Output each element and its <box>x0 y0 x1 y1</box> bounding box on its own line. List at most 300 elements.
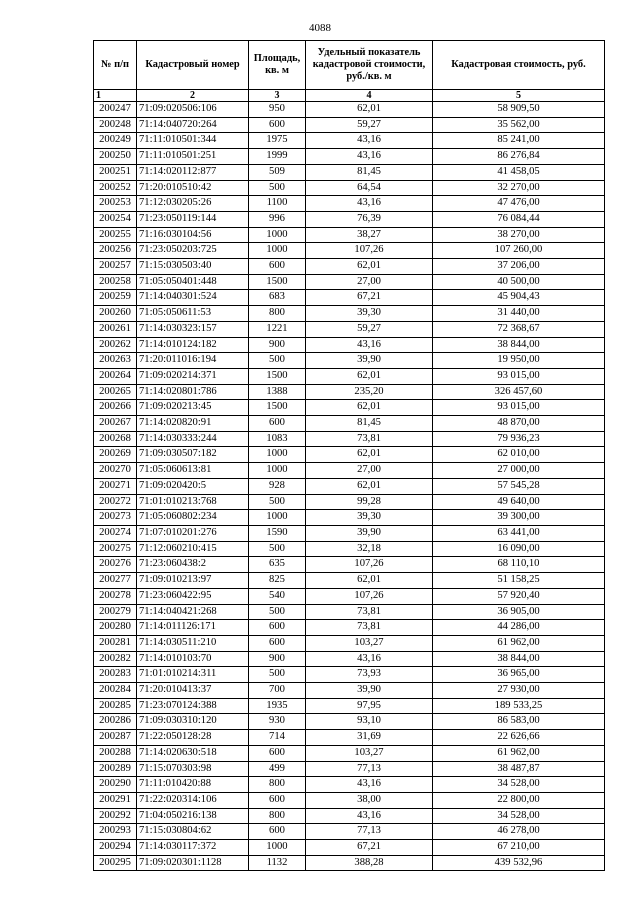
cadastral-number: 71:20:011016:194 <box>137 353 249 369</box>
row-index: 200267 <box>94 416 137 432</box>
area: 500 <box>249 541 306 557</box>
table-row <box>94 180 605 196</box>
area: 600 <box>249 416 306 432</box>
table-row <box>94 259 605 275</box>
area: 800 <box>249 777 306 793</box>
cadastral-number: 71:14:030511:210 <box>137 635 249 651</box>
table-row <box>94 525 605 541</box>
unit-value: 32,18 <box>306 541 433 557</box>
cadastral-number: 71:14:040301:524 <box>137 290 249 306</box>
cadastral-value: 47 476,00 <box>433 196 605 212</box>
row-index: 200292 <box>94 808 137 824</box>
cadastral-number: 71:20:010413:37 <box>137 683 249 699</box>
cadastral-value: 44 286,00 <box>433 620 605 636</box>
cadastral-value: 68 110,10 <box>433 557 605 573</box>
area: 500 <box>249 180 306 196</box>
area: 600 <box>249 117 306 133</box>
table-row <box>94 510 605 526</box>
cadastral-value: 31 440,00 <box>433 306 605 322</box>
unit-value: 67,21 <box>306 840 433 856</box>
cadastral-value: 93 015,00 <box>433 368 605 384</box>
row-index: 200268 <box>94 431 137 447</box>
table-row <box>94 211 605 227</box>
row-index: 200277 <box>94 573 137 589</box>
area: 1132 <box>249 855 306 871</box>
cadastral-value: 107 260,00 <box>433 243 605 259</box>
cadastral-value: 27 930,00 <box>433 683 605 699</box>
table-row <box>94 227 605 243</box>
cadastral-value: 76 084,44 <box>433 211 605 227</box>
area: 1100 <box>249 196 306 212</box>
table-row <box>94 824 605 840</box>
table-row <box>94 588 605 604</box>
unit-value: 62,01 <box>306 447 433 463</box>
area: 996 <box>249 211 306 227</box>
area: 825 <box>249 573 306 589</box>
unit-value: 39,90 <box>306 683 433 699</box>
unit-value: 43,16 <box>306 149 433 165</box>
unit-value: 388,28 <box>306 855 433 871</box>
row-index: 200258 <box>94 274 137 290</box>
row-index: 200260 <box>94 306 137 322</box>
table-row <box>94 541 605 557</box>
cadastral-value: 79 936,23 <box>433 431 605 447</box>
unit-value: 67,21 <box>306 290 433 306</box>
unit-value: 93,10 <box>306 714 433 730</box>
row-index: 200280 <box>94 620 137 636</box>
row-index: 200248 <box>94 117 137 133</box>
table-row <box>94 463 605 479</box>
area: 1500 <box>249 274 306 290</box>
row-index: 200259 <box>94 290 137 306</box>
unit-value: 107,26 <box>306 243 433 259</box>
cadastral-value: 86 276,84 <box>433 149 605 165</box>
table-row <box>94 133 605 149</box>
cadastral-number: 71:11:010501:344 <box>137 133 249 149</box>
area: 499 <box>249 761 306 777</box>
unit-value: 59,27 <box>306 117 433 133</box>
row-index: 200295 <box>94 855 137 871</box>
cadastral-value: 22 626,66 <box>433 730 605 746</box>
table-row <box>94 604 605 620</box>
table-row <box>94 274 605 290</box>
table-row <box>94 620 605 636</box>
cadastral-value: 34 528,00 <box>433 808 605 824</box>
table-row <box>94 400 605 416</box>
table-row <box>94 290 605 306</box>
cadastral-number: 71:09:020420:5 <box>137 478 249 494</box>
unit-value: 62,01 <box>306 102 433 118</box>
cadastral-number: 71:23:060438:2 <box>137 557 249 573</box>
row-index: 200289 <box>94 761 137 777</box>
area: 1975 <box>249 133 306 149</box>
cadastral-value: 38 270,00 <box>433 227 605 243</box>
cadastral-value: 19 950,00 <box>433 353 605 369</box>
area: 900 <box>249 651 306 667</box>
table-row <box>94 384 605 400</box>
cadastral-value: 189 533,25 <box>433 698 605 714</box>
cadastral-number: 71:09:030310:120 <box>137 714 249 730</box>
cadastral-number: 71:09:020301:1128 <box>137 855 249 871</box>
row-index: 200265 <box>94 384 137 400</box>
unit-value: 38,27 <box>306 227 433 243</box>
area: 930 <box>249 714 306 730</box>
area: 900 <box>249 337 306 353</box>
unit-value: 62,01 <box>306 259 433 275</box>
area: 600 <box>249 635 306 651</box>
unit-value: 39,90 <box>306 525 433 541</box>
cadastral-value: 67 210,00 <box>433 840 605 856</box>
unit-value: 76,39 <box>306 211 433 227</box>
unit-value: 27,00 <box>306 463 433 479</box>
unit-value: 62,01 <box>306 368 433 384</box>
cadastral-value: 46 278,00 <box>433 824 605 840</box>
cadastral-number: 71:09:020214:371 <box>137 368 249 384</box>
cadastral-number: 71:22:050128:28 <box>137 730 249 746</box>
row-index: 200262 <box>94 337 137 353</box>
column-number: 3 <box>249 90 306 102</box>
cadastral-number: 71:22:020314:106 <box>137 792 249 808</box>
cadastral-value: 61 962,00 <box>433 745 605 761</box>
area: 1999 <box>249 149 306 165</box>
table-row <box>94 761 605 777</box>
row-index: 200266 <box>94 400 137 416</box>
area: 1590 <box>249 525 306 541</box>
area: 600 <box>249 824 306 840</box>
cadastral-value: 62 010,00 <box>433 447 605 463</box>
table-row <box>94 416 605 432</box>
cadastral-number: 71:09:030507:182 <box>137 447 249 463</box>
table-row <box>94 164 605 180</box>
cadastral-value: 27 000,00 <box>433 463 605 479</box>
cadastral-number: 71:15:070303:98 <box>137 761 249 777</box>
row-index: 200255 <box>94 227 137 243</box>
area: 700 <box>249 683 306 699</box>
row-index: 200291 <box>94 792 137 808</box>
table-row <box>94 557 605 573</box>
cadastral-number: 71:05:060802:234 <box>137 510 249 526</box>
cadastral-number: 71:14:010103:70 <box>137 651 249 667</box>
cadastral-number: 71:14:020801:786 <box>137 384 249 400</box>
cadastral-value: 16 090,00 <box>433 541 605 557</box>
cadastral-number: 71:12:030205:26 <box>137 196 249 212</box>
unit-value: 81,45 <box>306 416 433 432</box>
row-index: 200287 <box>94 730 137 746</box>
area: 500 <box>249 494 306 510</box>
row-index: 200269 <box>94 447 137 463</box>
area: 1500 <box>249 368 306 384</box>
cadastral-value: 72 368,67 <box>433 321 605 337</box>
cadastral-value: 93 015,00 <box>433 400 605 416</box>
cadastral-number: 71:14:011126:171 <box>137 620 249 636</box>
row-index: 200264 <box>94 368 137 384</box>
row-index: 200256 <box>94 243 137 259</box>
cadastral-value: 49 640,00 <box>433 494 605 510</box>
area: 1000 <box>249 243 306 259</box>
cadastral-value: 63 441,00 <box>433 525 605 541</box>
area: 1000 <box>249 463 306 479</box>
table-header-row <box>94 41 605 90</box>
area: 1388 <box>249 384 306 400</box>
area: 800 <box>249 808 306 824</box>
cadastral-value: 326 457,60 <box>433 384 605 400</box>
area: 714 <box>249 730 306 746</box>
header-area: Площадь, кв. м <box>249 41 306 90</box>
table-body <box>94 102 605 871</box>
unit-value: 27,00 <box>306 274 433 290</box>
area: 1000 <box>249 510 306 526</box>
row-index: 200263 <box>94 353 137 369</box>
unit-value: 235,20 <box>306 384 433 400</box>
unit-value: 43,16 <box>306 651 433 667</box>
cadastral-number: 71:14:020820:91 <box>137 416 249 432</box>
unit-value: 97,95 <box>306 698 433 714</box>
cadastral-number: 71:05:050611:53 <box>137 306 249 322</box>
area: 500 <box>249 667 306 683</box>
cadastral-value: 34 528,00 <box>433 777 605 793</box>
table-row <box>94 196 605 212</box>
unit-value: 107,26 <box>306 557 433 573</box>
row-index: 200278 <box>94 588 137 604</box>
row-index: 200286 <box>94 714 137 730</box>
cadastral-value: 57 920,40 <box>433 588 605 604</box>
table-row <box>94 337 605 353</box>
cadastral-number: 71:09:020506:106 <box>137 102 249 118</box>
cadastral-value: 38 844,00 <box>433 337 605 353</box>
table-row <box>94 651 605 667</box>
row-index: 200254 <box>94 211 137 227</box>
area: 600 <box>249 745 306 761</box>
cadastral-number: 71:07:010201:276 <box>137 525 249 541</box>
unit-value: 39,30 <box>306 306 433 322</box>
cadastral-number: 71:20:010510:42 <box>137 180 249 196</box>
table-row <box>94 855 605 871</box>
cadastral-number: 71:14:020112:877 <box>137 164 249 180</box>
header-cadastral-value: Кадастровая стоимость, руб. <box>433 41 605 90</box>
table-row <box>94 431 605 447</box>
cadastral-number: 71:23:070124:388 <box>137 698 249 714</box>
row-index: 200250 <box>94 149 137 165</box>
area: 540 <box>249 588 306 604</box>
cadastral-number: 71:15:030804:62 <box>137 824 249 840</box>
header-cadastral-number: Кадастровый номер <box>137 41 249 90</box>
cadastral-value: 36 905,00 <box>433 604 605 620</box>
cadastral-number: 71:14:030323:157 <box>137 321 249 337</box>
table-row <box>94 117 605 133</box>
area: 1500 <box>249 400 306 416</box>
unit-value: 103,27 <box>306 635 433 651</box>
table-row <box>94 714 605 730</box>
area: 600 <box>249 792 306 808</box>
cadastral-number: 71:16:030104:56 <box>137 227 249 243</box>
table-row <box>94 321 605 337</box>
unit-value: 62,01 <box>306 400 433 416</box>
area: 683 <box>249 290 306 306</box>
unit-value: 81,45 <box>306 164 433 180</box>
row-index: 200251 <box>94 164 137 180</box>
table-row <box>94 698 605 714</box>
table-row <box>94 730 605 746</box>
row-index: 200285 <box>94 698 137 714</box>
row-index: 200257 <box>94 259 137 275</box>
unit-value: 73,81 <box>306 620 433 636</box>
row-index: 200247 <box>94 102 137 118</box>
column-number: 4 <box>306 90 433 102</box>
row-index: 200272 <box>94 494 137 510</box>
column-number-row <box>94 90 605 102</box>
cadastral-value: 38 487,87 <box>433 761 605 777</box>
area: 600 <box>249 259 306 275</box>
cadastral-value: 37 206,00 <box>433 259 605 275</box>
area: 1000 <box>249 840 306 856</box>
cadastral-number: 71:01:010213:768 <box>137 494 249 510</box>
area: 500 <box>249 353 306 369</box>
cadastral-number: 71:14:020630:518 <box>137 745 249 761</box>
unit-value: 107,26 <box>306 588 433 604</box>
cadastral-value: 58 909,50 <box>433 102 605 118</box>
unit-value: 43,16 <box>306 777 433 793</box>
table-row <box>94 635 605 651</box>
row-index: 200283 <box>94 667 137 683</box>
table-row <box>94 808 605 824</box>
row-index: 200261 <box>94 321 137 337</box>
column-number: 2 <box>137 90 249 102</box>
unit-value: 39,90 <box>306 353 433 369</box>
cadastral-number: 71:14:030117:372 <box>137 840 249 856</box>
unit-value: 59,27 <box>306 321 433 337</box>
area: 500 <box>249 604 306 620</box>
cadastral-number: 71:14:010124:182 <box>137 337 249 353</box>
row-index: 200279 <box>94 604 137 620</box>
row-index: 200271 <box>94 478 137 494</box>
area: 1221 <box>249 321 306 337</box>
area: 1083 <box>249 431 306 447</box>
table-row <box>94 306 605 322</box>
area: 928 <box>249 478 306 494</box>
column-number: 5 <box>433 90 605 102</box>
row-index: 200281 <box>94 635 137 651</box>
unit-value: 64,54 <box>306 180 433 196</box>
cadastral-number: 71:14:030333:244 <box>137 431 249 447</box>
table-row <box>94 368 605 384</box>
row-index: 200249 <box>94 133 137 149</box>
area: 509 <box>249 164 306 180</box>
table-row <box>94 447 605 463</box>
row-index: 200274 <box>94 525 137 541</box>
table-row <box>94 243 605 259</box>
cadastral-value: 35 562,00 <box>433 117 605 133</box>
row-index: 200288 <box>94 745 137 761</box>
cadastral-number: 71:01:010214:311 <box>137 667 249 683</box>
area: 1000 <box>249 227 306 243</box>
unit-value: 43,16 <box>306 133 433 149</box>
unit-value: 77,13 <box>306 761 433 777</box>
cadastral-value: 22 800,00 <box>433 792 605 808</box>
table-row <box>94 667 605 683</box>
row-index: 200294 <box>94 840 137 856</box>
cadastral-value: 61 962,00 <box>433 635 605 651</box>
cadastral-value: 40 500,00 <box>433 274 605 290</box>
row-index: 200293 <box>94 824 137 840</box>
cadastral-value: 48 870,00 <box>433 416 605 432</box>
table-row <box>94 353 605 369</box>
unit-value: 38,00 <box>306 792 433 808</box>
table-row <box>94 683 605 699</box>
cadastral-number: 71:23:060422:95 <box>137 588 249 604</box>
cadastral-value: 38 844,00 <box>433 651 605 667</box>
cadastral-value-table <box>93 40 605 871</box>
row-index: 200253 <box>94 196 137 212</box>
cadastral-number: 71:11:010420:88 <box>137 777 249 793</box>
cadastral-value: 85 241,00 <box>433 133 605 149</box>
cadastral-value: 45 904,43 <box>433 290 605 306</box>
unit-value: 62,01 <box>306 478 433 494</box>
cadastral-number: 71:09:020213:45 <box>137 400 249 416</box>
area: 635 <box>249 557 306 573</box>
table-row <box>94 102 605 118</box>
cadastral-number: 71:04:050216:138 <box>137 808 249 824</box>
unit-value: 43,16 <box>306 196 433 212</box>
row-index: 200284 <box>94 683 137 699</box>
cadastral-number: 71:23:050119:144 <box>137 211 249 227</box>
table-row <box>94 840 605 856</box>
table-row <box>94 792 605 808</box>
unit-value: 73,81 <box>306 604 433 620</box>
row-index: 200276 <box>94 557 137 573</box>
cadastral-number: 71:14:040421:268 <box>137 604 249 620</box>
cadastral-value: 41 458,05 <box>433 164 605 180</box>
area: 600 <box>249 620 306 636</box>
cadastral-number: 71:11:010501:251 <box>137 149 249 165</box>
unit-value: 39,30 <box>306 510 433 526</box>
table-row <box>94 745 605 761</box>
row-index: 200252 <box>94 180 137 196</box>
area: 1935 <box>249 698 306 714</box>
unit-value: 77,13 <box>306 824 433 840</box>
page-number: 4088 <box>309 22 331 34</box>
cadastral-value: 86 583,00 <box>433 714 605 730</box>
unit-value: 62,01 <box>306 573 433 589</box>
cadastral-value: 51 158,25 <box>433 573 605 589</box>
table-row <box>94 149 605 165</box>
row-index: 200282 <box>94 651 137 667</box>
row-index: 200270 <box>94 463 137 479</box>
header-unit-value: Удельный показатель кадастровой стоимости, руб./кв. м <box>306 41 433 90</box>
unit-value: 43,16 <box>306 337 433 353</box>
cadastral-number: 71:15:030503:40 <box>137 259 249 275</box>
table-row <box>94 478 605 494</box>
table-row <box>94 494 605 510</box>
unit-value: 73,81 <box>306 431 433 447</box>
cadastral-value: 439 532,96 <box>433 855 605 871</box>
cadastral-number: 71:14:040720:264 <box>137 117 249 133</box>
unit-value: 73,93 <box>306 667 433 683</box>
area: 950 <box>249 102 306 118</box>
cadastral-value: 57 545,28 <box>433 478 605 494</box>
row-index: 200273 <box>94 510 137 526</box>
cadastral-number: 71:12:060210:415 <box>137 541 249 557</box>
cadastral-value: 32 270,00 <box>433 180 605 196</box>
unit-value: 43,16 <box>306 808 433 824</box>
cadastral-value: 36 965,00 <box>433 667 605 683</box>
cadastral-number: 71:09:010213:97 <box>137 573 249 589</box>
cadastral-value: 39 300,00 <box>433 510 605 526</box>
table-row <box>94 573 605 589</box>
area: 800 <box>249 306 306 322</box>
unit-value: 31,69 <box>306 730 433 746</box>
header-index: № п/п <box>94 41 137 90</box>
row-index: 200290 <box>94 777 137 793</box>
